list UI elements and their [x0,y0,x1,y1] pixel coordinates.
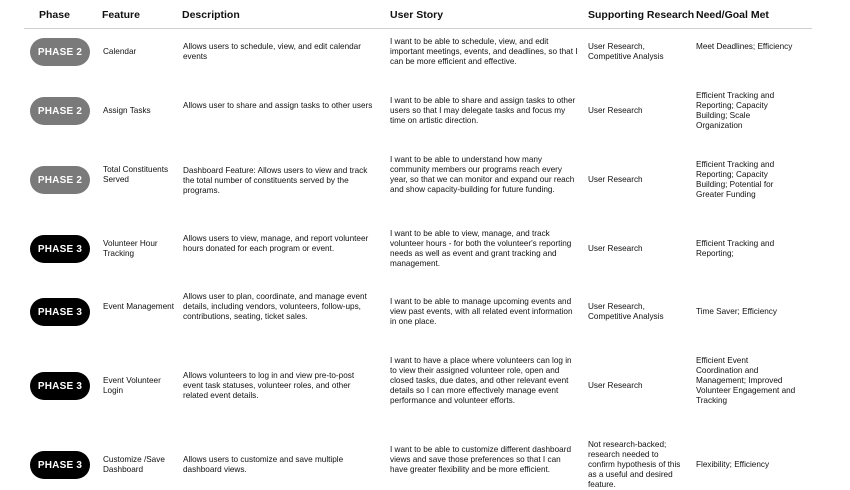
feature-cell: Event Volunteer Login [103,376,161,396]
user-story-cell: I want to be able to share and assign tasks to other users so that I may delegate tasks and focus my time on artistic direction. [390,96,576,126]
phase-badge: PHASE 3 [30,451,90,479]
user-story-cell: I want to be able to customize different dashboard views and save those preferences so that I can have greater flexibility and be more efficient. [390,445,571,475]
need-cell: Efficient Tracking and Reporting; Capacity Building; Scale Organization [696,91,775,131]
description-cell: Allows user to plan, coordinate, and manage event details, including vendors, volunteers, follow-ups, contributions, seating, ticket sales. [183,292,367,322]
research-cell: User Research [588,244,643,253]
header-divider [24,28,812,29]
need-cell: Efficient Tracking and Reporting; Capacity Building; Potential for Greater Funding [696,160,775,200]
description-cell: Allows users to customize and save multiple dashboard views. [183,455,344,475]
feature-cell: Calendar [103,47,137,56]
description-cell: Allows users to view, manage, and report volunteer hours donated for each program or event. [183,234,369,254]
need-cell: Meet Deadlines; Efficiency [696,42,793,51]
user-story-cell: I want to be able to understand how many community members our programs reach every year, so that we can monitor and expand our reach and show capacity-building for future funding. [390,155,575,195]
phase-badge: PHASE 3 [30,298,90,326]
header-supporting-research: Supporting Research [588,9,695,21]
user-story-cell: I want to have a place where volunteers can log in to view their assigned volunteer role, open and closed tasks, due dates, and other relevant event details so I can more effectively manage event performance and volunteer efforts. [390,356,572,406]
header-feature: Feature [102,9,140,21]
feature-cell: Event Management [103,302,175,311]
need-cell: Flexibility; Efficiency [696,460,770,469]
research-cell: User Research [588,106,643,115]
user-story-cell: I want to be able to schedule, view, and edit important meetings, events, and deadlines, so that I can be more efficient and effective. [390,37,578,67]
description-cell: Allows volunteers to log in and view pre-to-post event task statuses, volunteer roles, and other related event details. [183,371,355,401]
research-cell: User Research, Competitive Analysis [588,302,664,322]
phase-badge: PHASE 3 [30,235,90,263]
need-cell: Efficient Tracking and Reporting; [696,239,775,259]
phase-badge: PHASE 2 [30,166,90,194]
feature-cell: Assign Tasks [103,106,151,115]
research-cell: User Research [588,175,643,184]
description-cell: Dashboard Feature: Allows users to view and track the total number of constituents served by the programs. [183,166,368,196]
need-cell: Efficient Event Coordination and Management; Improved Volunteer Engagement and Tracking [696,356,796,406]
user-story-cell: I want to be able to view, manage, and track volunteer hours - for both the volunteer's reporting needs as well as event and grant tracking and management. [390,229,572,269]
header-description: Description [182,9,240,21]
user-story-cell: I want to be able to manage upcoming events and view past events, with all related event information in one place. [390,297,573,327]
phase-badge: PHASE 2 [30,97,90,125]
feature-cell: Total Constituents Served [103,165,169,185]
header-user-story: User Story [390,9,444,21]
research-cell: Not research-backed; research needed to confirm hypothesis of this as a useful and desired feature. [588,440,681,490]
feature-cell: Volunteer Hour Tracking [103,239,158,259]
phase-badge: PHASE 2 [30,38,90,66]
header-need-goal: Need/Goal Met [696,9,769,21]
description-cell: Allows users to schedule, view, and edit calendar events [183,42,361,62]
phase-badge: PHASE 3 [30,372,90,400]
research-cell: User Research, Competitive Analysis [588,42,664,62]
header-phase: Phase [39,9,70,21]
feature-cell: Customize /Save Dashboard [103,455,165,475]
need-cell: Time Saver; Efficiency [696,307,777,316]
description-cell: Allows user to share and assign tasks to other users [183,101,373,110]
research-cell: User Research [588,381,643,390]
